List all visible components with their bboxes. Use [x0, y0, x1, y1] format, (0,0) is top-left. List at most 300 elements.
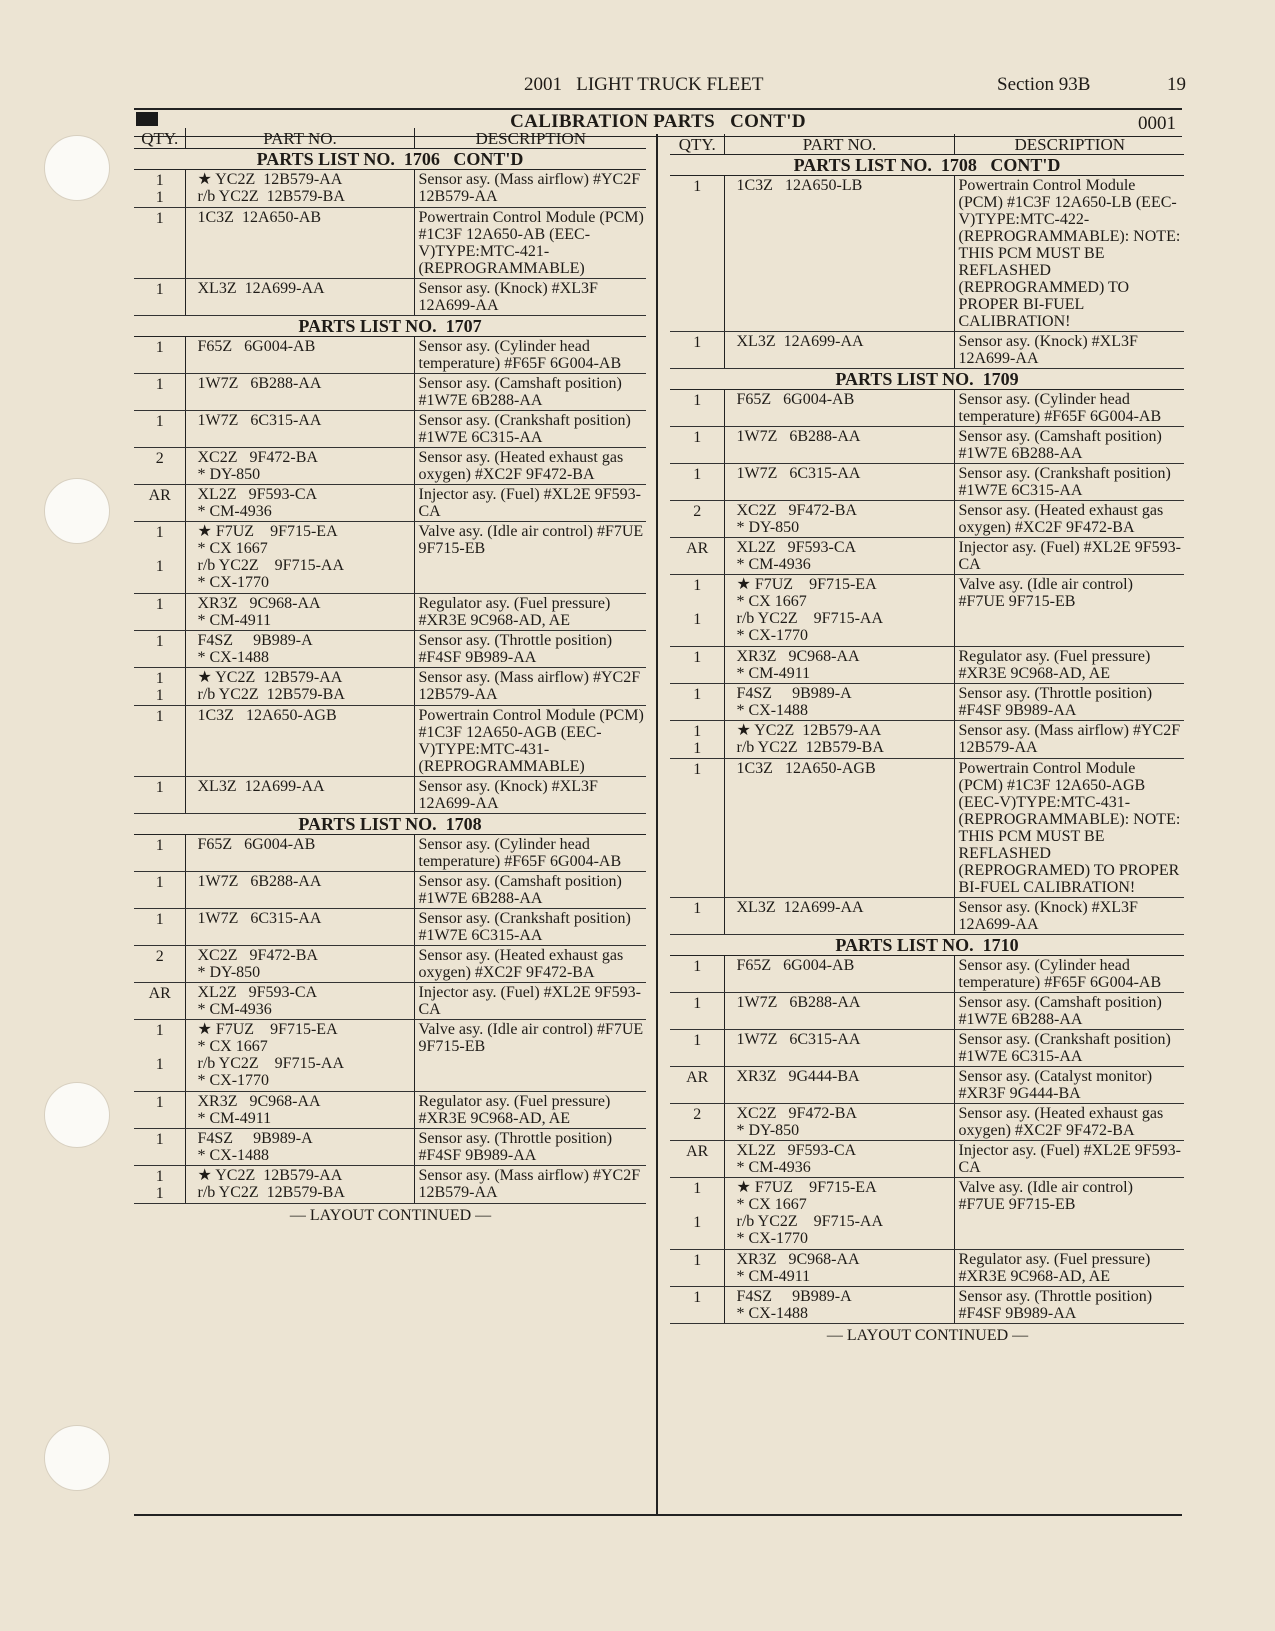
- part-number: F4SZ 9B989-A: [197, 632, 313, 649]
- description-cell: Injector asy. (Fuel) #XL2E 9F593-CA: [414, 485, 646, 522]
- description-cell: Powertrain Control Module (PCM) #1C3F 12A650-AB (EEC-V)TYPE:MTC-421-(REPROGRAMMABLE): [414, 208, 646, 279]
- table-row: [134, 983, 646, 1020]
- part-number: XL3Z 12A699-AA: [197, 280, 325, 297]
- parts-table-left: [134, 128, 646, 1225]
- qty-cell: [134, 1020, 185, 1092]
- qty-value: 1: [155, 413, 164, 430]
- qty-value: 1: [693, 429, 702, 446]
- part-number: 1C3Z 12A650-AB: [197, 209, 322, 226]
- qty-value: 1: [693, 723, 702, 740]
- qty-cell: [670, 575, 724, 647]
- description-header: DESCRIPTION: [414, 128, 646, 149]
- part-number: * CX 1667: [197, 1038, 268, 1055]
- qty-value: 1: [155, 524, 164, 541]
- layout-continued: — LAYOUT CONTINUED —: [826, 1327, 1029, 1344]
- qty-cell: [670, 759, 724, 898]
- qty-cell: [670, 956, 724, 993]
- table-row: [670, 501, 1184, 538]
- part-number: r/b YC2Z 12B579-BA: [736, 739, 884, 756]
- qty-cell: [134, 1166, 185, 1204]
- table-row: [670, 993, 1184, 1030]
- qty-header: QTY.: [134, 128, 185, 149]
- table-row: [134, 1020, 646, 1092]
- parts-list-heading: [670, 369, 1184, 390]
- table-row: [134, 485, 646, 522]
- description-cell: Sensor asy. (Throttle position) #F4SF 9B989-AA: [954, 1287, 1184, 1324]
- part-no-cell: [724, 501, 954, 538]
- part-number: ★ YC2Z 12B579-AA: [197, 171, 343, 188]
- part-no-cell: [185, 631, 414, 668]
- part-number: * CX-1770: [736, 627, 809, 644]
- part-no-cell: [724, 575, 954, 647]
- part-number: * DY-850: [197, 964, 261, 981]
- table-row: [134, 1092, 646, 1129]
- part-number: * CX-1488: [736, 1305, 809, 1322]
- table-row: [134, 411, 646, 448]
- qty-value: 1: [155, 1094, 164, 1111]
- part-no-cell: [724, 1287, 954, 1324]
- part-number: XC2Z 9F472-BA: [736, 1105, 857, 1122]
- qty-cell: [134, 706, 185, 777]
- part-number: * CX-1770: [736, 1230, 809, 1247]
- part-number: 1W7Z 6C315-AA: [197, 412, 322, 429]
- part-no-cell: [724, 464, 954, 501]
- part-no-cell: [724, 721, 954, 759]
- qty-value: 1: [155, 1185, 164, 1202]
- description-cell: Powertrain Control Module (PCM) #1C3F 12A650-AGB (EEC-V)TYPE:MTC-431-(REPROGRAMMABLE): NOTE: THIS PCM MUST BE REFLASHED (REPROGRAMED) TO PROPER BI-FUEL CALIBRATION!: [954, 759, 1184, 898]
- parts-list-heading: [670, 155, 1184, 176]
- qty-cell: [670, 176, 724, 332]
- part-number: XL2Z 9F593-CA: [736, 539, 857, 556]
- table-row: [134, 668, 646, 706]
- qty-value: [138, 1073, 182, 1090]
- table-row: [670, 1178, 1184, 1250]
- banner-title: CALIBRATION PARTS CONT'D: [510, 111, 806, 132]
- qty-cell: [670, 390, 724, 427]
- parts-list-heading: [670, 935, 1184, 956]
- part-number: 1W7Z 6B288-AA: [736, 428, 861, 445]
- part-no-cell: [185, 594, 414, 631]
- description-cell: Sensor asy. (Cylinder head temperature) #F65F 6G004-AB: [954, 956, 1184, 993]
- qty-cell: [670, 427, 724, 464]
- qty-value: 2: [155, 948, 164, 965]
- part-no-cell: [185, 1020, 414, 1092]
- part-number: F4SZ 9B989-A: [736, 685, 852, 702]
- qty-cell: [134, 279, 185, 316]
- part-no-cell: [185, 337, 414, 374]
- part-no-cell: [185, 279, 414, 316]
- qty-value: 1: [155, 376, 164, 393]
- table-row: [134, 448, 646, 485]
- binder-hole: [44, 478, 110, 544]
- parts-list-heading: [134, 316, 646, 337]
- qty-cell: [134, 946, 185, 983]
- table-row: [670, 759, 1184, 898]
- qty-value: 1: [155, 339, 164, 356]
- part-number: * CM-4936: [736, 556, 811, 573]
- part-number: * CX 1667: [736, 593, 807, 610]
- part-no-cell: [724, 684, 954, 721]
- table-row: [670, 464, 1184, 501]
- part-number: XL3Z 12A699-AA: [197, 778, 325, 795]
- description-cell: Injector asy. (Fuel) #XL2E 9F593-CA: [954, 1141, 1184, 1178]
- qty-value: [674, 1197, 721, 1214]
- table-row: [134, 872, 646, 909]
- part-number: 1C3Z 12A650-AGB: [197, 707, 337, 724]
- qty-value: 1: [155, 210, 164, 227]
- part-number: XC2Z 9F472-BA: [736, 502, 857, 519]
- parts-list-title: PARTS LIST NO. 1708: [134, 814, 646, 835]
- table-row: [670, 898, 1184, 935]
- part-no-cell: [185, 983, 414, 1020]
- part-number: XL3Z 12A699-AA: [736, 899, 864, 916]
- qty-cell: [134, 374, 185, 411]
- description-cell: Powertrain Control Module (PCM) #1C3F 12A650-LB (EEC-V)TYPE:MTC-422-(REPROGRAMMABLE): NOTE: THIS PCM MUST BE REFLASHED (REPROGRAMMED) TO PROPER BI-FUEL CALIBRATION!: [954, 176, 1184, 332]
- description-cell: Sensor asy. (Knock) #XL3F 12A699-AA: [954, 898, 1184, 935]
- part-number: * DY-850: [736, 519, 800, 536]
- description-cell: Sensor asy. (Crankshaft position) #1W7E 6C315-AA: [414, 411, 646, 448]
- part-number: ★ F7UZ 9F715-EA: [736, 1179, 877, 1196]
- part-no-cell: [185, 1129, 414, 1166]
- qty-value: 1: [155, 1168, 164, 1185]
- description-cell: Sensor asy. (Camshaft position) #1W7E 6B288-AA: [954, 993, 1184, 1030]
- table-row: [134, 1129, 646, 1166]
- qty-cell: [134, 522, 185, 594]
- qty-cell: [134, 909, 185, 946]
- table-row: [134, 208, 646, 279]
- qty-value: [138, 1039, 182, 1056]
- qty-cell: [670, 1141, 724, 1178]
- table-row: [134, 946, 646, 983]
- part-no-cell: [724, 538, 954, 575]
- part-number: XR3Z 9C968-AA: [736, 1251, 860, 1268]
- part-no-cell: [185, 1166, 414, 1204]
- part-number: * CM-4936: [197, 503, 272, 520]
- part-number: F4SZ 9B989-A: [736, 1288, 852, 1305]
- qty-cell: [670, 538, 724, 575]
- qty-cell: [670, 684, 724, 721]
- table-row: [134, 337, 646, 374]
- part-number: * CX 1667: [736, 1196, 807, 1213]
- part-number: ★ YC2Z 12B579-AA: [197, 669, 343, 686]
- table-row: [134, 374, 646, 411]
- part-no-cell: [185, 1092, 414, 1129]
- qty-cell: [134, 835, 185, 872]
- table-row: [670, 647, 1184, 684]
- table-row: [134, 835, 646, 872]
- qty-cell: [670, 1030, 724, 1067]
- description-cell: Sensor asy. (Knock) #XL3F 12A699-AA: [954, 332, 1184, 369]
- qty-value: [674, 1231, 721, 1248]
- page-number: 19: [1167, 74, 1186, 95]
- qty-cell: [134, 337, 185, 374]
- qty-cell: [670, 1067, 724, 1104]
- part-number: * CM-4911: [197, 612, 272, 629]
- description-header: DESCRIPTION: [954, 134, 1184, 155]
- table-row: [670, 1250, 1184, 1287]
- binder-hole: [44, 1425, 110, 1491]
- part-no-cell: [185, 872, 414, 909]
- table-row: [134, 777, 646, 814]
- part-no-cell: [724, 390, 954, 427]
- part-no-cell: [185, 835, 414, 872]
- qty-cell: [670, 898, 724, 935]
- qty-value: 1: [693, 761, 702, 778]
- part-number: * CM-4936: [736, 1159, 811, 1176]
- description-cell: Sensor asy. (Knock) #XL3F 12A699-AA: [414, 279, 646, 316]
- part-no-cell: [185, 777, 414, 814]
- part-number: F65Z 6G004-AB: [736, 391, 855, 408]
- part-no-cell: [724, 993, 954, 1030]
- table-row: [134, 170, 646, 208]
- part-number: 1C3Z 12A650-AGB: [736, 760, 876, 777]
- part-number: 1W7Z 6C315-AA: [736, 465, 861, 482]
- part-number: ★ F7UZ 9F715-EA: [197, 1021, 338, 1038]
- qty-value: 1: [155, 558, 164, 575]
- qty-value: 1: [155, 874, 164, 891]
- qty-cell: [134, 208, 185, 279]
- part-no-cell: [185, 374, 414, 411]
- part-no-cell: [185, 485, 414, 522]
- description-cell: Regulator asy. (Fuel pressure) #XR3E 9C968-AD, AE: [414, 594, 646, 631]
- table-row: [670, 427, 1184, 464]
- part-no-cell: [724, 1141, 954, 1178]
- table-row: [134, 279, 646, 316]
- qty-value: 1: [693, 740, 702, 757]
- qty-header: QTY.: [670, 134, 724, 155]
- part-number: r/b YC2Z 9F715-AA: [197, 557, 345, 574]
- qty-value: 1: [693, 958, 702, 975]
- part-number: * CX-1488: [197, 1147, 270, 1164]
- table-row: [134, 1166, 646, 1204]
- table-row: [670, 1030, 1184, 1067]
- description-cell: Sensor asy. (Crankshaft position) #1W7E 6C315-AA: [954, 1030, 1184, 1067]
- qty-value: 1: [155, 1022, 164, 1039]
- qty-value: 1: [693, 686, 702, 703]
- qty-value: AR: [148, 985, 171, 1002]
- qty-value: 1: [693, 1289, 702, 1306]
- description-cell: Regulator asy. (Fuel pressure) #XR3E 9C968-AD, AE: [954, 1250, 1184, 1287]
- qty-cell: [670, 1287, 724, 1324]
- part-number: r/b YC2Z 9F715-AA: [736, 610, 884, 627]
- part-number: * CM-4911: [197, 1110, 272, 1127]
- qty-cell: [670, 332, 724, 369]
- qty-cell: [134, 631, 185, 668]
- qty-value: 1: [693, 1214, 702, 1231]
- description-cell: Valve asy. (Idle air control) #F7UE 9F715-EB: [954, 1178, 1184, 1250]
- description-cell: Injector asy. (Fuel) #XL2E 9F593-CA: [414, 983, 646, 1020]
- description-cell: Sensor asy. (Camshaft position) #1W7E 6B288-AA: [414, 374, 646, 411]
- part-no-cell: [724, 898, 954, 935]
- parts-list-title: PARTS LIST NO. 1710: [670, 935, 1184, 956]
- banner-code: 0001: [1138, 113, 1176, 134]
- part-no-cell: [185, 170, 414, 208]
- parts-list-heading: [134, 814, 646, 835]
- part-no-cell: [185, 909, 414, 946]
- part-number: 1W7Z 6B288-AA: [197, 375, 322, 392]
- part-no-cell: [185, 706, 414, 777]
- part-number: ★ YC2Z 12B579-AA: [736, 722, 882, 739]
- part-no-cell: [185, 946, 414, 983]
- description-cell: Sensor asy. (Mass airflow) #YC2F 12B579-AA: [414, 1166, 646, 1204]
- qty-value: 2: [155, 450, 164, 467]
- table-row: [670, 332, 1184, 369]
- qty-value: 1: [155, 837, 164, 854]
- qty-cell: [134, 983, 185, 1020]
- qty-value: 1: [155, 1056, 164, 1073]
- part-number: F65Z 6G004-AB: [736, 957, 855, 974]
- part-number: * CX 1667: [197, 540, 268, 557]
- description-cell: Sensor asy. (Throttle position) #F4SF 9B989-AA: [954, 684, 1184, 721]
- part-number: * CM-4936: [197, 1001, 272, 1018]
- qty-value: 1: [693, 178, 702, 195]
- table-row: [670, 684, 1184, 721]
- part-no-cell: [724, 1067, 954, 1104]
- description-cell: Sensor asy. (Crankshaft position) #1W7E 6C315-AA: [414, 909, 646, 946]
- part-no-cell: [185, 522, 414, 594]
- qty-cell: [670, 647, 724, 684]
- table-row: [670, 1287, 1184, 1324]
- part-number: F65Z 6G004-AB: [197, 338, 316, 355]
- description-cell: Sensor asy. (Heated exhaust gas oxygen) #XC2F 9F472-BA: [954, 501, 1184, 538]
- part-number: F4SZ 9B989-A: [197, 1130, 313, 1147]
- part-no-cell: [724, 759, 954, 898]
- table-row: [670, 575, 1184, 647]
- qty-value: 1: [693, 577, 702, 594]
- qty-value: 1: [155, 1131, 164, 1148]
- part-number: XL2Z 9F593-CA: [197, 486, 318, 503]
- description-cell: Sensor asy. (Throttle position) #F4SF 9B989-AA: [414, 1129, 646, 1166]
- part-number: XL3Z 12A699-AA: [736, 333, 864, 350]
- qty-value: 1: [155, 596, 164, 613]
- part-number: r/b YC2Z 9F715-AA: [197, 1055, 345, 1072]
- description-cell: Injector asy. (Fuel) #XL2E 9F593-CA: [954, 538, 1184, 575]
- part-number: ★ F7UZ 9F715-EA: [736, 576, 877, 593]
- part-no-cell: [185, 448, 414, 485]
- part-number: 1C3Z 12A650-LB: [736, 177, 863, 194]
- qty-value: AR: [686, 1143, 709, 1160]
- qty-cell: [670, 501, 724, 538]
- table-row: [670, 1104, 1184, 1141]
- qty-value: 1: [155, 189, 164, 206]
- qty-value: 1: [693, 995, 702, 1012]
- qty-value: 1: [693, 900, 702, 917]
- parts-list-title: PARTS LIST NO. 1707: [134, 316, 646, 337]
- description-cell: Sensor asy. (Cylinder head temperature) #F65F 6G004-AB: [954, 390, 1184, 427]
- layout-continued-row: [134, 1204, 646, 1226]
- layout-continued-row: [670, 1324, 1184, 1346]
- parts-list-title: PARTS LIST NO. 1709: [670, 369, 1184, 390]
- description-cell: Sensor asy. (Camshaft position) #1W7E 6B288-AA: [414, 872, 646, 909]
- part-no-cell: [185, 208, 414, 279]
- part-number: 1W7Z 6C315-AA: [736, 1031, 861, 1048]
- table-row: [134, 522, 646, 594]
- part-number: * CX-1770: [197, 574, 270, 591]
- qty-value: 1: [155, 911, 164, 928]
- part-no-cell: [724, 1178, 954, 1250]
- part-no-cell: [724, 1104, 954, 1141]
- description-cell: Sensor asy. (Cylinder head temperature) #F65F 6G004-AB: [414, 337, 646, 374]
- part-number: * CM-4911: [736, 1268, 811, 1285]
- description-cell: Sensor asy. (Knock) #XL3F 12A699-AA: [414, 777, 646, 814]
- part-number: XL2Z 9F593-CA: [197, 984, 318, 1001]
- description-cell: Sensor asy. (Mass airflow) #YC2F 12B579-AA: [954, 721, 1184, 759]
- part-number: XR3Z 9C968-AA: [736, 648, 860, 665]
- description-cell: Sensor asy. (Mass airflow) #YC2F 12B579-AA: [414, 668, 646, 706]
- description-cell: Sensor asy. (Camshaft position) #1W7E 6B288-AA: [954, 427, 1184, 464]
- table-row: [134, 631, 646, 668]
- part-no-cell: [724, 1030, 954, 1067]
- part-number: 1W7Z 6B288-AA: [736, 994, 861, 1011]
- qty-cell: [134, 668, 185, 706]
- part-number: XL2Z 9F593-CA: [736, 1142, 857, 1159]
- table-row: [670, 1141, 1184, 1178]
- table-row: [134, 909, 646, 946]
- qty-value: 1: [155, 172, 164, 189]
- qty-value: 1: [693, 1252, 702, 1269]
- qty-value: [674, 628, 721, 645]
- qty-value: 1: [155, 670, 164, 687]
- part-no-cell: [724, 176, 954, 332]
- part-number: * CX-1488: [197, 649, 270, 666]
- qty-value: [674, 594, 721, 611]
- binder-hole: [44, 135, 110, 201]
- part-number: XC2Z 9F472-BA: [197, 947, 318, 964]
- part-number: ★ F7UZ 9F715-EA: [197, 523, 338, 540]
- qty-value: 1: [693, 611, 702, 628]
- part-number: XR3Z 9G444-BA: [736, 1068, 860, 1085]
- description-cell: Sensor asy. (Cylinder head temperature) #F65F 6G004-AB: [414, 835, 646, 872]
- qty-cell: [670, 993, 724, 1030]
- part-number: ★ YC2Z 12B579-AA: [197, 1167, 343, 1184]
- part-number: XR3Z 9C968-AA: [197, 595, 321, 612]
- part-no-cell: [724, 332, 954, 369]
- table-row: [670, 956, 1184, 993]
- part-number: r/b YC2Z 12B579-BA: [197, 188, 345, 205]
- part-number: XR3Z 9C968-AA: [197, 1093, 321, 1110]
- qty-cell: [134, 1129, 185, 1166]
- part-number: F65Z 6G004-AB: [197, 836, 316, 853]
- qty-value: 2: [693, 503, 702, 520]
- qty-value: 1: [155, 708, 164, 725]
- description-cell: Valve asy. (Idle air control) #F7UE 9F715-EB: [414, 1020, 646, 1092]
- qty-value: 1: [693, 392, 702, 409]
- qty-cell: [134, 448, 185, 485]
- description-cell: Sensor asy. (Heated exhaust gas oxygen) #XC2F 9F472-BA: [414, 946, 646, 983]
- qty-value: 1: [693, 1032, 702, 1049]
- part-number: r/b YC2Z 12B579-BA: [197, 1184, 345, 1201]
- qty-cell: [134, 1092, 185, 1129]
- table-row: [670, 390, 1184, 427]
- binder-hole: [44, 1082, 110, 1148]
- part-number: r/b YC2Z 12B579-BA: [197, 686, 345, 703]
- qty-cell: [134, 872, 185, 909]
- table-row: [670, 721, 1184, 759]
- parts-list-heading: [134, 149, 646, 170]
- description-cell: Sensor asy. (Crankshaft position) #1W7E 6C315-AA: [954, 464, 1184, 501]
- table-row: [670, 538, 1184, 575]
- description-cell: Sensor asy. (Catalyst monitor) #XR3F 9G444-BA: [954, 1067, 1184, 1104]
- table-row: [134, 594, 646, 631]
- description-cell: Valve asy. (Idle air control) #F7UE 9F715-EB: [414, 522, 646, 594]
- description-cell: Powertrain Control Module (PCM) #1C3F 12A650-AGB (EEC-V)TYPE:MTC-431-(REPROGRAMMABLE): [414, 706, 646, 777]
- part-number: * CX-1770: [197, 1072, 270, 1089]
- table-row: [670, 176, 1184, 332]
- part-no-header: PART NO.: [185, 128, 414, 149]
- table-row: [670, 1067, 1184, 1104]
- parts-table-right: [670, 134, 1184, 1345]
- part-no-cell: [185, 411, 414, 448]
